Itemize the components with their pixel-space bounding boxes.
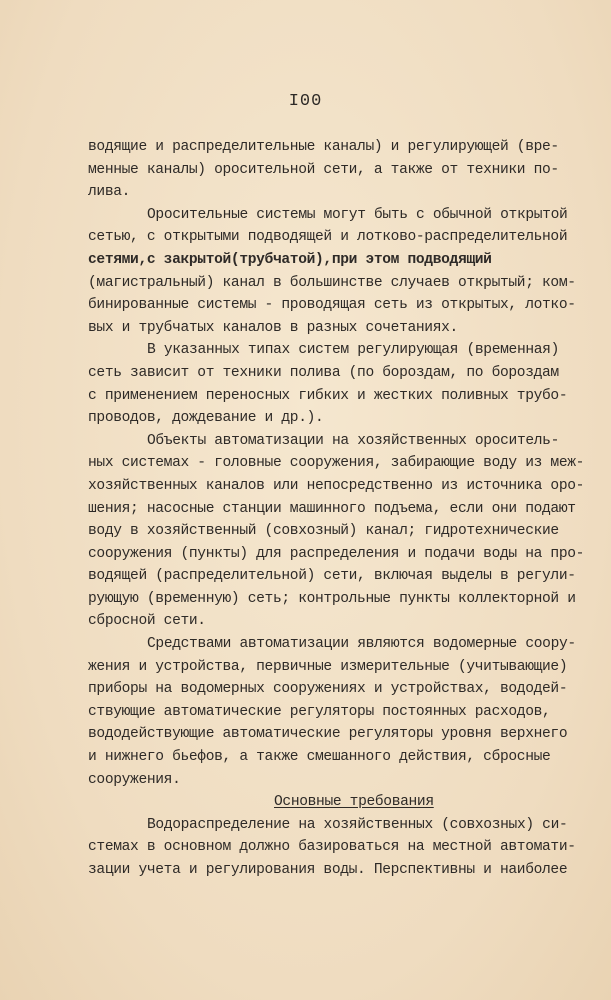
text-line: стемах в основном должно базироваться на местной автомати- [88, 839, 576, 856]
text-line: Оросительные системы могут быть с обычной открытой [147, 206, 568, 223]
text-line: сбросной сети. [88, 613, 206, 630]
text-line: водящей (распределительной) сети, включая выделы в регули- [88, 568, 576, 585]
text-line: Объекты автоматизации на хозяйственных ороситель- [147, 432, 559, 449]
text-line: хозяйственных каналов или непосредственно из источника оро- [88, 477, 585, 494]
text-line: воду в хозяйственный (совхозный) канал; гидротехнические [88, 523, 559, 540]
text-line: сооружения (пункты) для распределения и подачи воды на про- [88, 545, 585, 562]
text-line: вых и трубчатых каналов в разных сочетаниях. [88, 319, 458, 336]
text-line: Водораспределение на хозяйственных (совхозных) си- [147, 816, 568, 833]
text-line: водящие и распределительные каналы) и регулирующей (вре- [88, 139, 559, 155]
text-line: проводов, дождевание и др.). [88, 410, 324, 427]
text-line: сеть зависит от техники полива (по бороздам, по бороздам [88, 364, 559, 381]
text-line: рующую (временную) сеть; контрольные пункты коллекторной и [88, 590, 576, 607]
text-line: ствующие автоматические регуляторы постоянных расходов, [88, 703, 551, 720]
text-line: менные каналы) оросительной сети, а также от техники по- [88, 161, 559, 178]
text-line: зации учета и регулирования воды. Перспективны и наиболее [88, 862, 568, 878]
body-text [88, 136, 588, 882]
text-line: сетью, с открытыми подводящей и лотково-распределительной [88, 229, 568, 246]
text-line: В указанных типах систем регулирующая (временная) [147, 342, 559, 359]
text-line: с применением переносных гибких и жестких поливных трубо- [88, 387, 568, 404]
text-line: и нижнего бьефов, а также смешанного действия, сбросные [88, 749, 551, 766]
text-line: сетями,с закрытой(трубчатой),при этом подводящий [88, 251, 492, 268]
text-line: ных системах - головные сооружения, забирающие воду из меж- [88, 455, 585, 472]
section-heading: Основные требования [274, 794, 434, 811]
text-line: лива. [88, 184, 131, 201]
text-line: жения и устройства, первичные измерительные (учитывающие) [88, 658, 568, 675]
text-line: (магистральный) канал в большинстве случаев открытый; ком- [88, 274, 576, 291]
page-number: I00 [288, 92, 323, 111]
text-line: сооружения. [88, 771, 181, 788]
text-line: Средствами автоматизации являются водомерные соору- [147, 636, 576, 653]
text-line: бинированные системы - проводящая сеть из открытых, лотко- [88, 297, 576, 314]
text-line: вододействующие автоматические регуляторы уровня верхнего [88, 726, 568, 743]
text-line: приборы на водомерных сооружениях и устройствах, вододей- [88, 681, 568, 698]
text-line: шения; насосные станции машинного подъема, если они подают [88, 500, 576, 517]
